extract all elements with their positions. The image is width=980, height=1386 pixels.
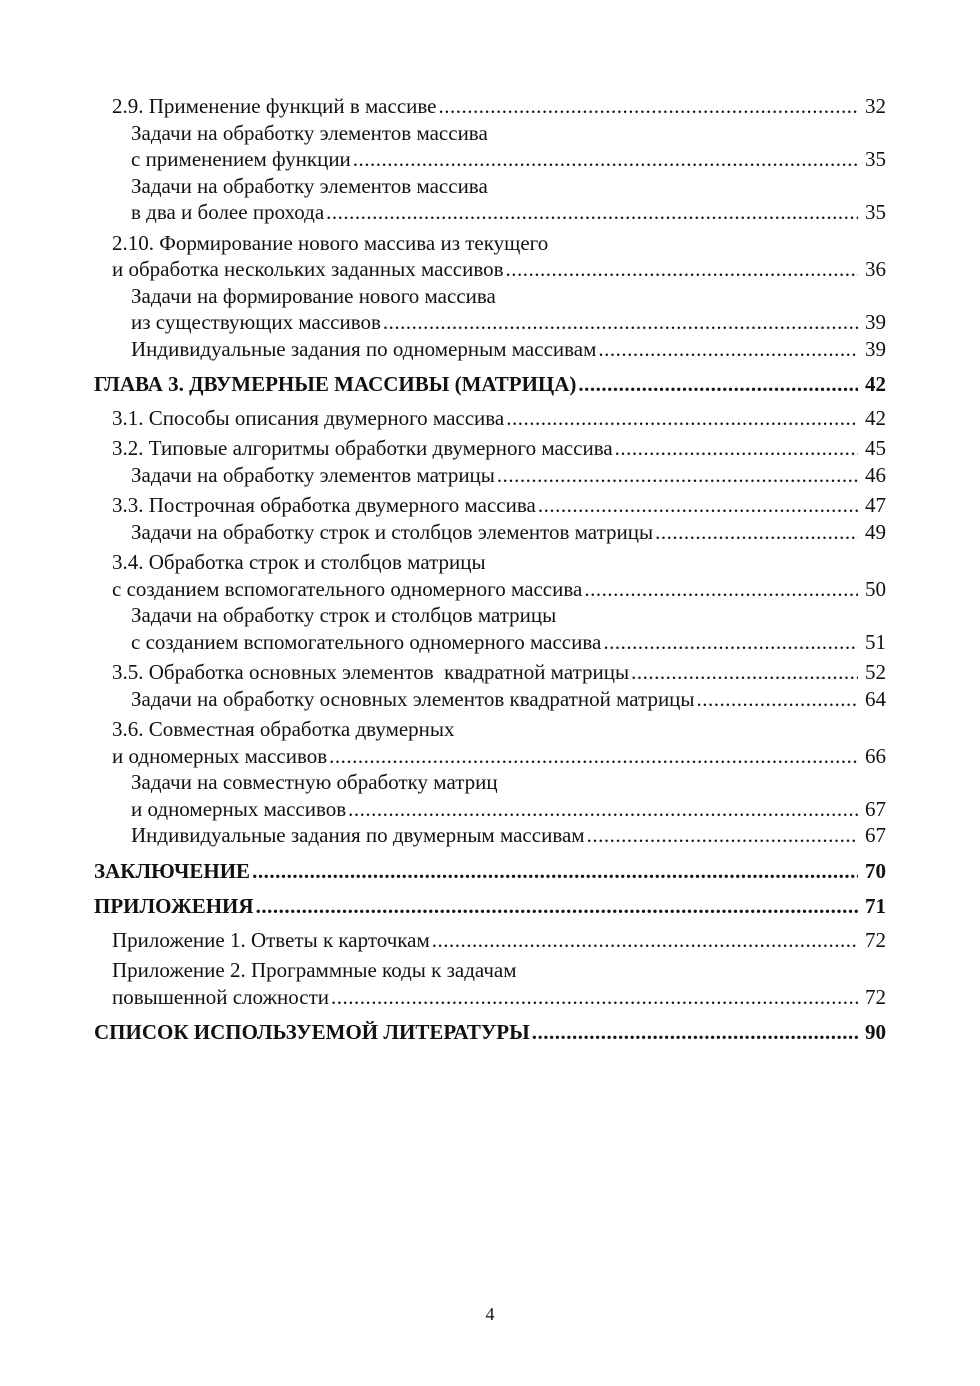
- toc-entry-page: 50: [865, 576, 886, 601]
- toc-entry[interactable]: [94, 686, 886, 713]
- toc-chapter-title: ЗАКЛЮЧЕНИЕ: [94, 858, 251, 883]
- page-number: 4: [485, 1304, 495, 1324]
- toc-entry-page: 72: [865, 984, 886, 1009]
- dot-leader: [603, 629, 858, 656]
- dot-leader: [578, 371, 858, 398]
- toc-entry[interactable]: [94, 283, 886, 336]
- toc-entry-title-line: Приложение 2. Программные коды к задачам: [112, 958, 517, 982]
- dot-leader: [697, 686, 858, 713]
- toc-entry[interactable]: [94, 230, 886, 283]
- toc-entry-page: 32: [865, 94, 886, 118]
- toc-entry-title-line: Задачи на обработку строк и столбцов матрицы: [131, 603, 557, 627]
- dot-leader: [432, 927, 858, 954]
- toc-entry-title-line: Задачи на обработку элементов массива: [131, 120, 488, 145]
- dot-leader: [506, 405, 858, 432]
- toc-entry-title: и одномерных массивов: [112, 743, 328, 768]
- toc-entry-title: с созданием вспомогательного одномерного массива: [112, 576, 583, 601]
- dot-leader: [353, 146, 858, 173]
- toc-entry-page: 42: [865, 405, 886, 430]
- toc-entry-title: 3.2. Типовые алгоритмы обработки двумерного массива: [112, 436, 613, 460]
- dot-leader: [538, 492, 858, 519]
- toc-chapter[interactable]: [94, 893, 886, 920]
- toc-chapter-title: ПРИЛОЖЕНИЯ: [94, 894, 254, 918]
- dot-leader: [439, 93, 859, 120]
- toc-entry-title: с применением функции: [131, 147, 351, 171]
- toc-entry-title: и обработка нескольких заданных массивов: [112, 257, 504, 281]
- dot-leader: [497, 462, 858, 489]
- toc-entry-title: Индивидуальные задания по одномерным массивам: [131, 336, 597, 361]
- toc-chapter[interactable]: [94, 858, 886, 885]
- toc-entry-page: 47: [865, 493, 886, 517]
- toc-entry-page: 46: [865, 462, 886, 487]
- toc-entry-page: 66: [865, 743, 886, 768]
- toc-entry-page: 72: [865, 927, 886, 952]
- toc-entry-title-line: Задачи на формирование нового массива: [131, 283, 496, 308]
- toc-entry-title-line: 3.4. Обработка строк и столбцов матрицы: [112, 550, 486, 574]
- toc-entry-title: из существующих массивов: [131, 310, 381, 334]
- dot-leader: [587, 822, 858, 849]
- dot-leader: [615, 435, 858, 462]
- toc-entry-title: Приложение 1. Ответы к карточкам: [112, 927, 430, 952]
- dot-leader: [329, 743, 858, 770]
- dot-leader: [252, 858, 858, 885]
- toc-entry-title-line: 3.6. Совместная обработка двумерных: [112, 717, 455, 741]
- toc-entry[interactable]: [94, 435, 886, 462]
- toc-chapter-page: 90: [865, 1020, 886, 1044]
- dot-leader: [532, 1019, 858, 1046]
- toc-entry[interactable]: [94, 173, 886, 226]
- dot-leader: [506, 256, 858, 283]
- toc-entry-page: 35: [865, 147, 886, 171]
- toc-entry[interactable]: [94, 822, 886, 849]
- toc-entry[interactable]: [94, 519, 886, 546]
- toc-entry[interactable]: [94, 769, 886, 822]
- toc-entry-title: 3.1. Способы описания двумерного массива: [112, 405, 505, 430]
- toc-entry[interactable]: [94, 462, 886, 489]
- toc-entry[interactable]: [94, 716, 886, 769]
- toc-entry-page: 35: [865, 200, 886, 224]
- toc-entry-title: повышенной сложности: [112, 984, 330, 1009]
- dot-leader: [326, 199, 858, 226]
- toc-entry-page: 51: [865, 629, 886, 654]
- toc-chapter-title: ГЛАВА 3. ДВУМЕРНЫЕ МАССИВЫ (МАТРИЦА): [94, 372, 577, 396]
- toc-entry[interactable]: [94, 957, 886, 1010]
- toc-entry[interactable]: [94, 405, 886, 432]
- dot-leader: [655, 519, 858, 546]
- toc-chapter-page: 42: [865, 372, 886, 396]
- toc-entry-title-line: 2.10. Формирование нового массива из текущего: [112, 230, 549, 255]
- dot-leader: [256, 893, 858, 920]
- toc-entry-title: Задачи на обработку элементов матрицы: [131, 462, 495, 487]
- toc-entry-page: 67: [865, 823, 886, 847]
- toc-entry[interactable]: [94, 659, 886, 686]
- toc-entry-title: с созданием вспомогательного одномерного массива: [131, 629, 602, 654]
- toc-entry-title: 2.9. Применение функций в массиве: [112, 94, 437, 118]
- toc-entry-title: в два и более прохода: [131, 200, 325, 224]
- toc-entry-page: 67: [865, 796, 886, 821]
- toc-chapter-title: СПИСОК ИСПОЛЬЗУЕМОЙ ЛИТЕРАТУРЫ: [94, 1020, 530, 1044]
- toc-entry-page: 52: [865, 660, 886, 684]
- dot-leader: [584, 576, 858, 603]
- toc-entry-title: 3.5. Обработка основных элементов квадратной матрицы: [112, 660, 630, 684]
- toc-entry-title: 3.3. Построчная обработка двумерного массива: [112, 493, 536, 517]
- toc-entry-page: 45: [865, 436, 886, 460]
- toc-entry-title: и одномерных массивов: [131, 796, 347, 821]
- toc-entry-page: 39: [865, 310, 886, 334]
- toc-entry[interactable]: [94, 93, 886, 120]
- toc-entry-page: 64: [865, 686, 886, 711]
- toc-entry-title-line: Задачи на обработку элементов массива: [131, 173, 488, 198]
- dot-leader: [598, 336, 858, 363]
- toc-entry-title: Индивидуальные задания по двумерным массивам: [131, 823, 585, 847]
- toc-entry[interactable]: [94, 336, 886, 363]
- toc-entry[interactable]: [94, 492, 886, 519]
- toc-entry-title: Задачи на обработку строк и столбцов элементов матрицы: [131, 519, 654, 544]
- table-of-contents: [94, 93, 886, 1046]
- toc-chapter-page: 71: [865, 894, 886, 918]
- dot-leader: [383, 309, 858, 336]
- dot-leader: [631, 659, 858, 686]
- toc-entry[interactable]: [94, 120, 886, 173]
- dot-leader: [331, 984, 858, 1011]
- toc-chapter[interactable]: [94, 1019, 886, 1046]
- toc-chapter[interactable]: [94, 371, 886, 398]
- toc-entry[interactable]: [94, 602, 886, 655]
- toc-entry-page: 39: [865, 336, 886, 361]
- toc-entry-title-line: Задачи на совместную обработку матриц: [131, 770, 498, 794]
- toc-entry-title: Задачи на обработку основных элементов квадратной матрицы: [131, 686, 695, 711]
- toc-chapter-page: 70: [865, 858, 886, 883]
- toc-entry-page: 49: [865, 519, 886, 544]
- dot-leader: [348, 796, 858, 823]
- toc-entry-page: 36: [865, 257, 886, 281]
- toc-entry[interactable]: [94, 549, 886, 602]
- toc-entry[interactable]: [94, 927, 886, 954]
